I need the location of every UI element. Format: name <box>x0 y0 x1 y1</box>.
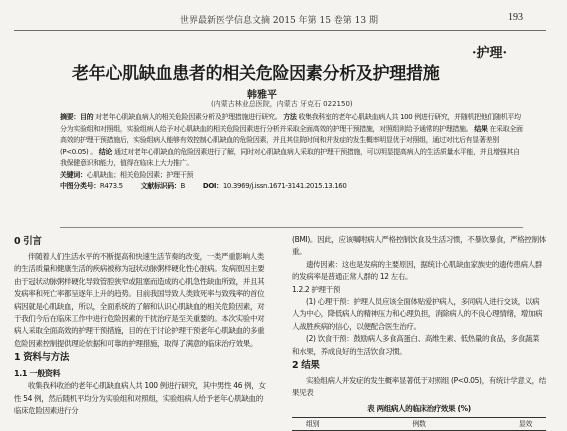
left-column <box>14 234 268 417</box>
psych-intervention-paragraph: (1) 心理干预：护理人员应该全面体贴爱护病人，多同病人进行交谈，以病人为中心，降低病人的精神压力和心理负担，消除病人的不良心理情绪，增加病人战胜疾病的信心，以便配合医生治疗。 <box>292 297 543 331</box>
table-header-cell: 显效 <box>518 419 532 428</box>
general-info-paragraph: 收集我科收治的老年心肌缺血病人共 100 例进行研究，其中男性 46 例，女性 54 例，然后随机平均分为实验组和对照组，实验组病人给予老年心肌缺血的临床危险因素进行分 <box>14 381 266 416</box>
classification-line <box>60 181 523 193</box>
doi-label: DOI： <box>202 182 223 190</box>
doc-code-value: B <box>180 182 185 190</box>
intro-heading: 0 引言 <box>14 236 42 247</box>
table-header-row <box>292 418 546 430</box>
article-author: 韩雅平 <box>247 90 277 101</box>
abstract-divider <box>60 227 523 228</box>
keywords-text: 心肌缺血；相关危险因素；护理干预 <box>86 170 194 179</box>
intervention-heading: 1.2.2 护理干预 <box>292 284 340 294</box>
materials-heading: 1 资料与方法 <box>14 352 69 364</box>
clc-value: R473.5 <box>99 182 123 190</box>
conclusion-text: 通过对老年心肌缺血的危险因素进行了解，同时对心肌缺血病人采取的护理干预措施，可以明显提高病人的生活质量水平能，并且增强其自我保健意识和能力，值得在临床上大力推广。 <box>60 147 520 167</box>
page-number: 193 <box>508 12 523 23</box>
running-header <box>0 0 567 34</box>
abstract-paragraph <box>60 112 523 170</box>
article-title: 老年心肌缺血患者的相关危险因素分析及护理措施 <box>72 64 440 84</box>
keywords-label: 关键词： <box>60 170 87 179</box>
right-column <box>292 234 546 431</box>
header-divider <box>14 30 546 31</box>
result-label: 结果 <box>474 124 488 133</box>
results-heading: 2 结果 <box>292 360 320 372</box>
doi-value: 10.3969/j.issn.1671-3141.2015.13.160 <box>222 182 347 190</box>
method-text: 收集我科室的老年心肌缺血病人共 100 例进行研究，并随机把他们随机平均分为实验组和对照组，实验组病人给予对心肌缺血的相关危险因素进行分析并采取全面高效的护理干预措施，对照组则给予通常的护理措施。 <box>60 113 521 133</box>
clc-label: 中图分类号： <box>60 182 100 190</box>
result-text: 在采取全面高效的护理干预措施后，实验组病人能够有效控制心肌缺血的危险因素，并且其住院时间和并发症的发生概率明显优于对照组，通过对比后有显著差别 (P<0.05) 。 <box>60 124 523 156</box>
abstract-label: 摘要： <box>60 113 80 121</box>
keywords-line <box>60 170 523 182</box>
conclusion-label: 结论 <box>98 147 113 156</box>
bmi-paragraph: (BMI)。因此，应该嘱咐病人严格控制饮食及生活习惯，不暴饮暴食，严格控制体重。 <box>292 235 546 257</box>
table-header-cell: 组别 <box>306 419 320 428</box>
diet-intervention-paragraph: (2) 饮食干预：鼓励病人多食高蛋白、高维生素、低热量的食品，多食蔬菜和水果，养成良好的生活饮食习惯。 <box>292 334 540 356</box>
table-caption: 表 两组病人的临床治疗效果 (%) <box>367 403 471 413</box>
section-tag: ·护理· <box>472 46 508 61</box>
method-label: 方法 <box>283 113 297 121</box>
intro-paragraph: 伴随着人们生活水平的不断提高和快速生活节奏的改变，一类严重影响人类的生活质量和健康生活的疾病被称为冠状动脉粥样硬化性心脏病。发病原因主要由于冠状动脉粥样硬化导致管腔狭窄或阻塞而造成的心肌急性缺血所致，并且其发病率和死亡率都呈逐年上升的趋势。目前我国导致人类致死率与致残率的首位病因就是心肌缺血，所以，全面系统的了解和认识心肌缺血的相关危险因素，对于我们今后在临床工作中进行危险因素的干扰治疗是至关重要的。本次实验中对病人采取全面高效的护理干预措施，目的在于讨论护理干预老年心肌缺血的多重危险因素控制提供理论依据和可靠的护理措施，取得了满意的临床治疗效果。 <box>14 252 265 348</box>
results-paragraph: 实验组病人并发症的发生概率显著低于对照组 (P<0.05)，有统计学意义，结果见表 <box>292 376 546 398</box>
genetics-paragraph: 遗传因素：这也是发病的主要原因，据统计心肌缺血家族史的遗传患病人群的发病率是普通正常人群的 12 左右。 <box>292 259 542 282</box>
doc-code-label: 文献标识码： <box>140 182 181 190</box>
abstract-block <box>60 112 523 193</box>
running-header-title: 世界最新医学信息文摘 2015 年第 15 卷第 13 期 <box>180 16 378 26</box>
table-header-cell: 例数 <box>412 419 426 428</box>
general-info-heading: 1.1 一般资料 <box>14 369 61 379</box>
objective-text: 对老年心肌缺血病人的相关危险因素分析及护理措施进行研究。 <box>95 113 282 121</box>
objective-label: 目的 <box>79 113 94 121</box>
author-affiliation: (内蒙古林业总医院，内蒙古 牙克石 022150) <box>211 100 353 108</box>
